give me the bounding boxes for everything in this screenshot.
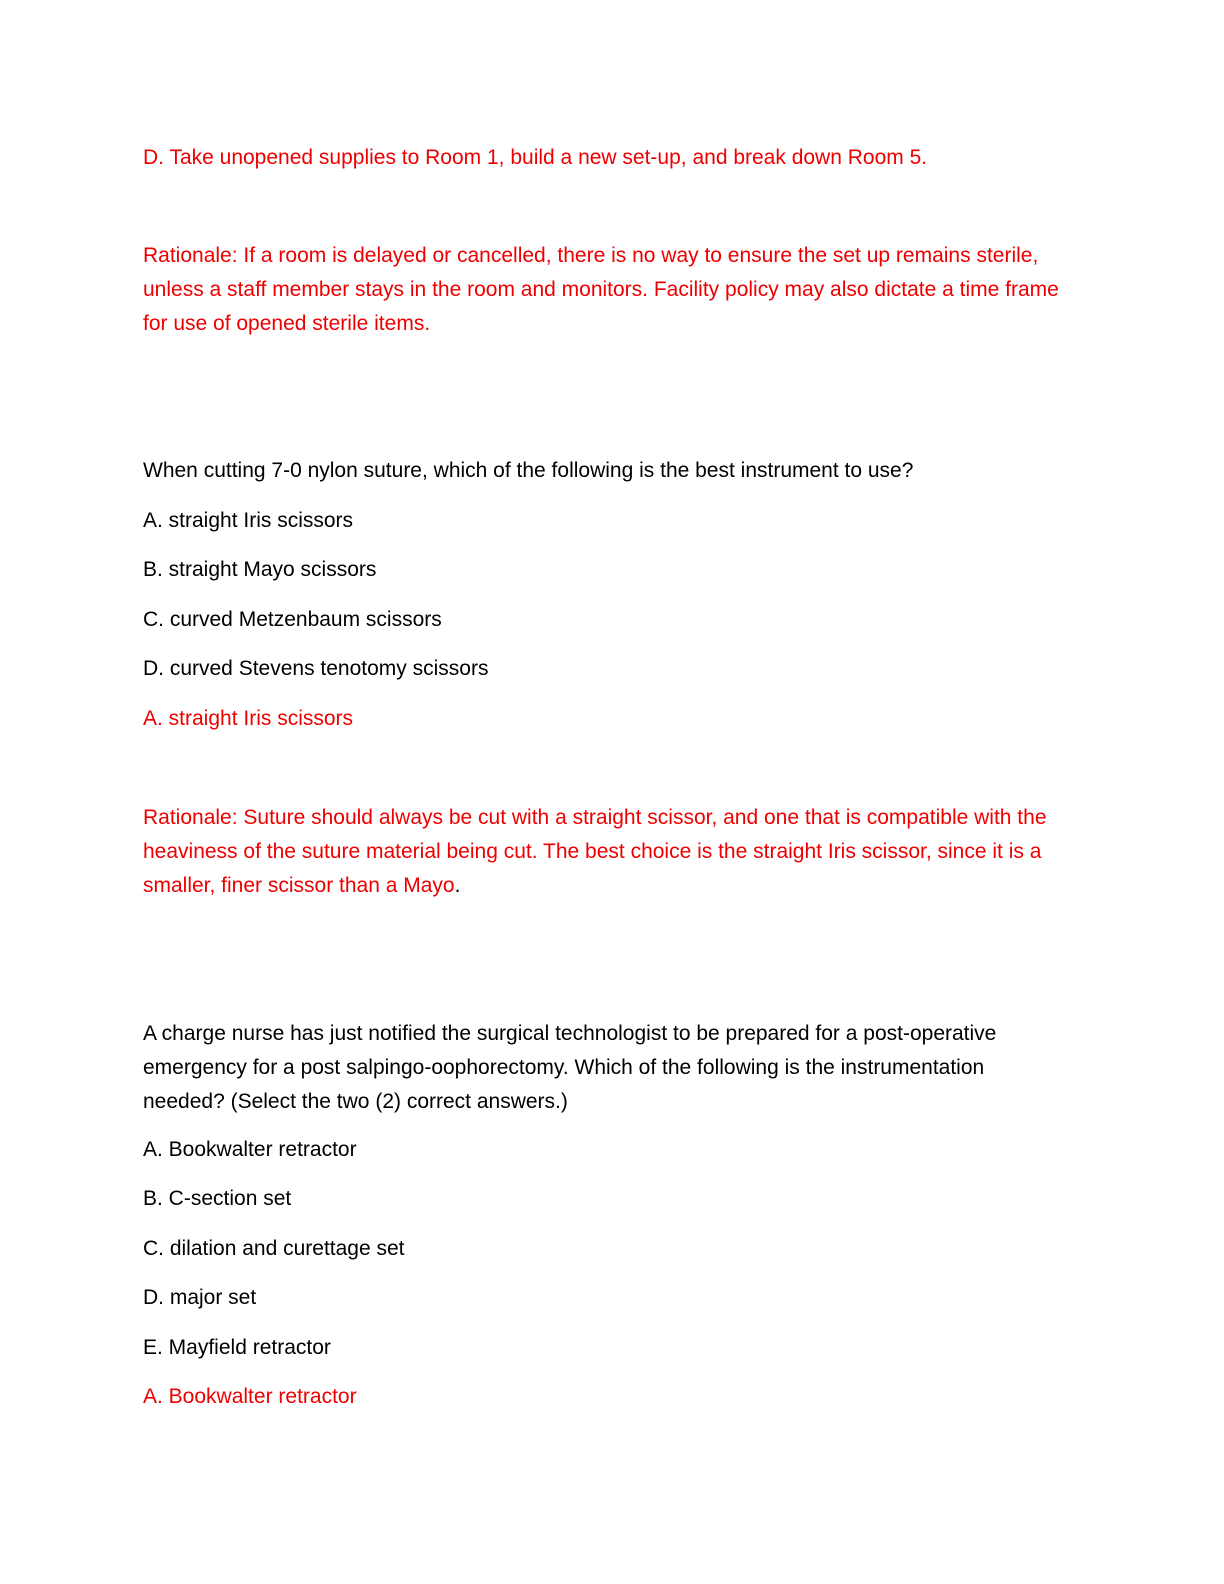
rationale-paragraph bbox=[143, 801, 1063, 903]
question-stem: A charge nurse has just notified the surgical technologist to be prepared for a post-operative emergency for a post salpingo-oophorectomy. Which of the following is the instrumentation needed? (Select the two (2) correct answers.) bbox=[143, 1022, 997, 1113]
answer-text: A. straight Iris scissors bbox=[143, 707, 354, 730]
option-c: C. dilation and curettage set bbox=[143, 1237, 405, 1260]
rationale-paragraph: Rationale: If a room is delayed or cancelled, there is no way to ensure the set up remains sterile, unless a staff member stays in the room and monitors. Facility policy may also dictate a time frame for use of opened sterile items. bbox=[143, 244, 1059, 335]
option-c: C. curved Metzenbaum scissors bbox=[143, 608, 442, 631]
answer-text: A. Bookwalter retractor bbox=[143, 1385, 357, 1408]
rationale-text: Rationale: Suture should always be cut with a straight scissor, and one that is compatible with the heaviness of the suture material being cut. The best choice is the straight Iris scissor, since it is a smaller, finer scissor than a Mayo bbox=[143, 806, 1047, 897]
option-e: E. Mayfield retractor bbox=[143, 1336, 331, 1359]
rationale-period: . bbox=[454, 874, 461, 897]
option-b: B. straight Mayo scissors bbox=[143, 558, 377, 581]
option-b: B. C-section set bbox=[143, 1187, 292, 1210]
option-a: A. straight Iris scissors bbox=[143, 509, 354, 532]
answer-text: D. Take unopened supplies to Room 1, build a new set-up, and break down Room 5. bbox=[143, 146, 928, 169]
option-a: A. Bookwalter retractor bbox=[143, 1138, 357, 1161]
option-d: D. curved Stevens tenotomy scissors bbox=[143, 657, 489, 680]
option-d: D. major set bbox=[143, 1286, 257, 1309]
question-stem: When cutting 7-0 nylon suture, which of the following is the best instrument to use? bbox=[143, 459, 914, 482]
